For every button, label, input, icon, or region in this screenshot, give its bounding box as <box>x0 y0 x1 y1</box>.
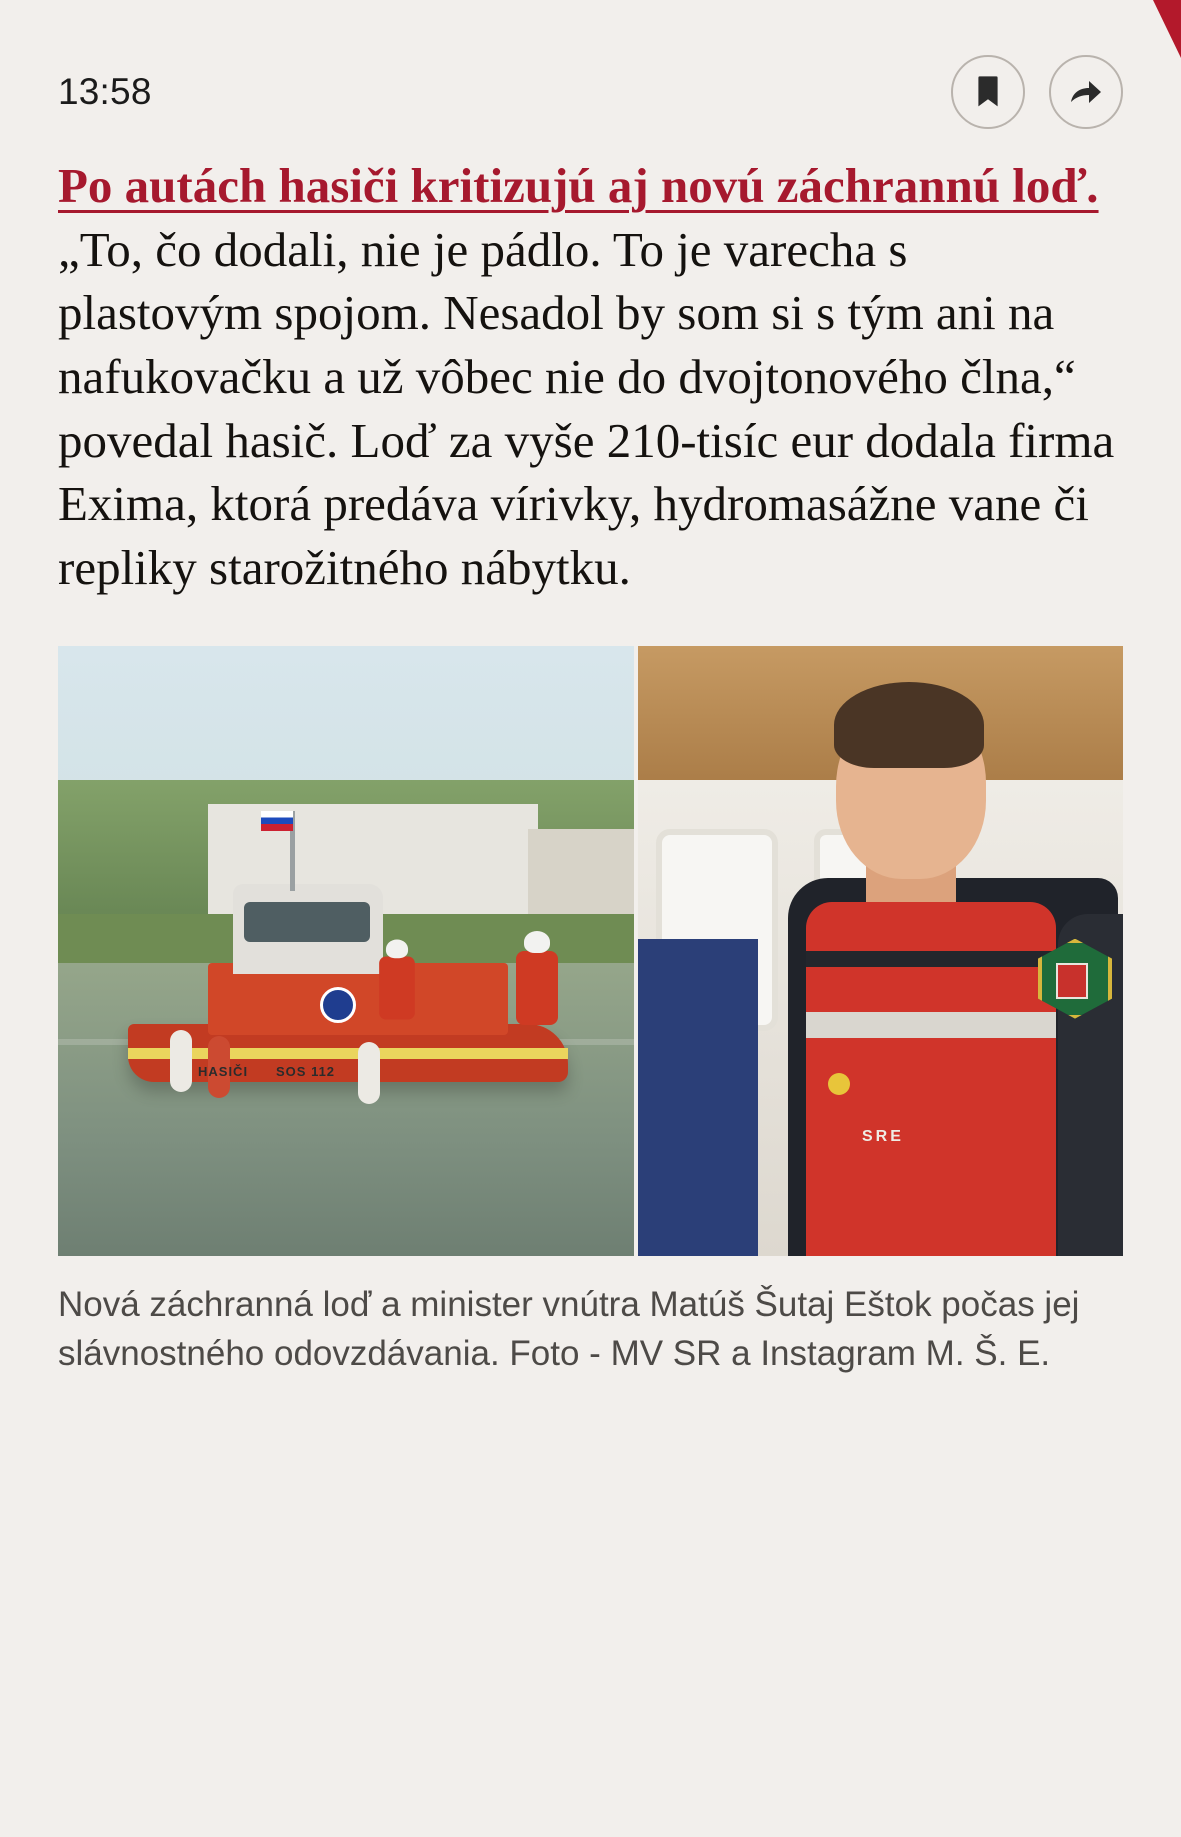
boat-name-text: HASIČI <box>198 1063 249 1079</box>
boat-fender <box>170 1030 192 1092</box>
figure-caption: Nová záchranná loď a minister vnútra Matúš Šutaj Eštok počas jej slávnostného odovzdávania. Foto - MV SR a Instagram M. Š. E. <box>58 1284 1080 1373</box>
vest-strap-upper <box>806 951 1056 967</box>
boat-stripe <box>128 1048 568 1059</box>
flag-icon <box>261 811 293 831</box>
article-header <box>58 0 1123 150</box>
photo-rescue-boat[interactable] <box>58 646 634 1256</box>
firefighter-figure <box>516 951 558 1025</box>
share-icon <box>1068 76 1104 108</box>
image-row <box>58 646 1123 1256</box>
boat-deck <box>208 963 508 1035</box>
boat-number-text: SOS 112 <box>276 1063 336 1079</box>
article-body <box>58 154 1123 600</box>
vest-strap-reflective <box>806 1012 1056 1038</box>
bookmark-button[interactable] <box>951 55 1025 129</box>
header-actions <box>951 55 1123 129</box>
cabin-window <box>244 902 370 942</box>
emblem-badge-crest <box>1056 963 1088 999</box>
corner-marker <box>1153 0 1181 58</box>
timestamp: 13:58 <box>58 71 152 112</box>
photo-minister[interactable] <box>638 646 1123 1256</box>
article-figure <box>58 646 1123 1378</box>
article-paragraph: „To, čo dodali, nie je pádlo. To je varecha s plastovým spojom. Nesadol by som si s tým ani na nafukovačku a už vôbec nie do dvojtonového člna,“ povedal hasič. Loď za vyše 210-tisíc eur dodala firma Exima, ktorá predáva vírivky, hydromasážne vane či repliky starožitného nábytku. <box>58 221 1115 596</box>
person-hair <box>834 682 984 768</box>
headline-link[interactable]: Po autách hasiči kritizujú aj novú záchrannú loď. <box>58 158 1099 213</box>
vest-brand-text: SRE <box>862 1127 904 1145</box>
vest-clip-icon <box>828 1073 850 1095</box>
share-button[interactable] <box>1049 55 1123 129</box>
firefighter-figure <box>379 956 415 1019</box>
boat-fender <box>358 1042 380 1104</box>
bookmark-icon <box>973 74 1003 110</box>
foreground-object <box>638 939 758 1256</box>
